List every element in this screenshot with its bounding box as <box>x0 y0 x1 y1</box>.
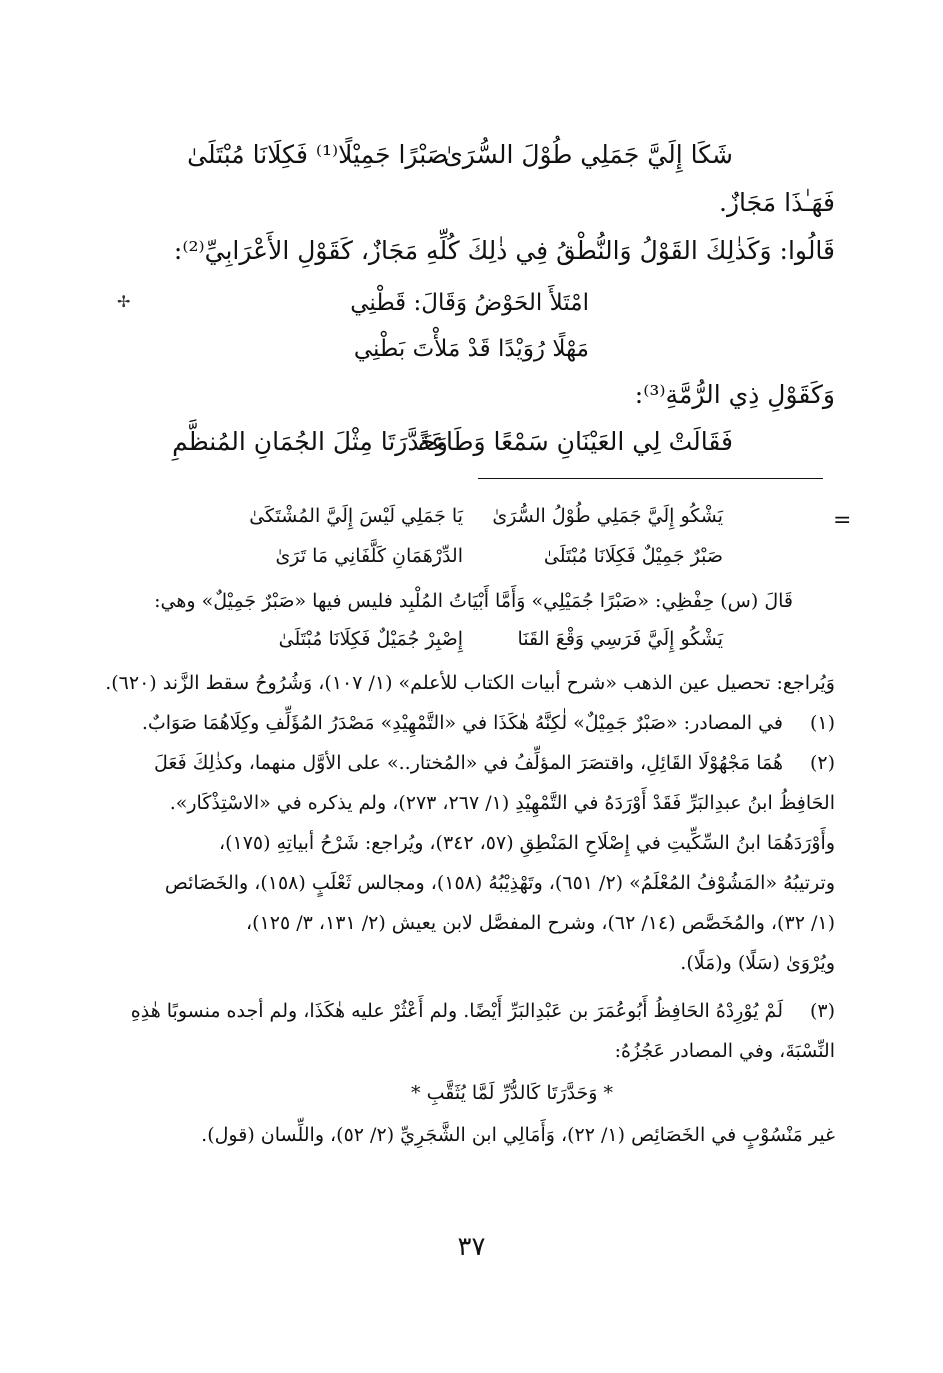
footnote-2-line: (١/ ٣٢)، والمُخَصَّص (١٤/ ٦٢)، وشرح المفصَّل لابن يعيش (٢/ ١٣١، ٣/ ١٢٥)، <box>246 912 835 934</box>
verse2-first-hemistich: فَقَالَتْ لِي العَيْنَانِ سَمْعًا وَطَاعَةً <box>417 427 733 456</box>
continuation-mark: = <box>833 508 852 533</box>
dhi-rumma-line: وَكَقَوْلِ ذِي الرُّمَّةِ⁽³⁾: <box>634 380 835 409</box>
margin-ornament: ✢ <box>117 292 131 311</box>
fn-verse1-first: يَشْكُو إِلَيَّ جَمَلِي طُوْلُ السُّرَىٰ <box>492 505 723 527</box>
footnote-2-line: وأَوْرَدَهُمَا ابنُ السِّكِّيتِ في إِصْلَاحِ المَنْطِقِ (٥٧، ٣٤٢)، ويُراجع: شَرْحُ أبياتِهِ (١٧٥)، <box>218 832 835 854</box>
footnote-3-after: غير مَنْسُوْبٍ في الخَصَائِص (١/ ٢٢)، وَأَمَالِي ابن الشَّجَرِيِّ (٢/ ٥٢)، واللِّسان (قول). <box>201 1124 835 1146</box>
majaz-line: فَهَـٰذَا مَجَازٌ. <box>719 188 835 217</box>
footnote-3-line: النِّسْبَةَ، وفي المصادر عَجُزُهُ: <box>614 1040 835 1062</box>
footnote-2-line: ويُرْوَىٰ (سَلًا) و(مَلًا). <box>680 952 835 974</box>
verse1-first-hemistich: شَكَا إِلَيَّ جَمَلِي طُوْلَ السُّرَىٰ <box>443 140 733 169</box>
footnote-2-number: (٢) <box>809 752 835 774</box>
fn-qal-line: قَالَ (س) حِفْظِي: «صَبْرًا جُمَيْلِي» وَأَمَّا أَبْيَاتُ المُلْبِد فليس فيها «صَبْرٌ جَمِيْلٌ» وهي: <box>154 590 793 612</box>
footnote-separator <box>478 478 823 479</box>
footnote-3-line: لَمْ يُوْرِدْهُ الحَافِظُ أَبُوعُمَرَ بن عَبْدِالبَرِّ أَيْضًا. ولم أَعْثُرْ عليه هٰكَذَا، ولم أجده منسوبًا هٰذِهِ <box>130 1000 783 1022</box>
footnote-1-number: (١) <box>809 712 835 734</box>
fn-verse2-second: الدِّرْهَمَانِ كَلَّفَانِي مَا تَرَىٰ <box>275 545 463 567</box>
footnote-1-line: في المصادر: «صَبْرٌ جَمِيْلٌ» لٰكِنَّهُ هٰكَذَا في «التَّمْهِيْدِ» مَصْدَرُ المُؤَلِّفِ وكِلَاهُمَا صَوَابٌ. <box>141 712 783 734</box>
verse2-second-hemistich: وَحَدَّرَتَا مِثْلَ الجُمَانِ المُنظَّمِ <box>172 427 448 456</box>
verse1-second-hemistich: صَبْرًا جَمِيْلًا⁽¹⁾ فَكِلَانَا مُبْتَلَىٰ <box>187 140 448 169</box>
fn-yuraja-line: وَيُراجع: تحصيل عين الذهب «شرح أبيات الكتاب للأعلم» (١/ ١٠٧)، وَشُرُوحُ سقط الزَّند (٦٢٠). <box>105 672 835 694</box>
footnote-2-line: هُمَا مَجْهُوْلَا القَائِلِ، واقتصَرَ المؤلِّفُ في «المُختار..» على الأوَّل منهما، وكذٰلِكَ فَعَلَ <box>154 752 783 774</box>
footnote-2-line: وترتيبُهُ «المَشُوْفُ المُعْلَمُ» (٢/ ٦٥١)، وتَهْذِيْبُهُ (١٥٨)، ومجالس ثَعْلَبٍ (١٥٨)، والخَصَائص <box>164 872 835 894</box>
fn-verse2-first: صَبْرٌ جَمِيْلٌ فَكِلَانَا مُبْتَلَىٰ <box>543 545 723 567</box>
fn-verse3-second: إِصْبِرْ جُمَيْلٌ فَكِلَانَا مُبْتَلَىٰ <box>278 628 463 650</box>
rajaz-line-1: امْتَلأَ الحَوْضُ وَقَالَ: قَطْنِي <box>350 290 589 316</box>
footnote-3-verse: * وَحَدَّرَتَا كَالدُّرِّ لَمَّا يُثَقَّبِ * <box>411 1082 613 1104</box>
footnote-2-line: الحَافِظُ ابنُ عبدِالبَرِّ فَقَدْ أَوْرَدَهُ في التَّمْهِيْدِ (١/ ٢٦٧، ٢٧٣)، ولم يذكره في «الاسْتِذْكَار». <box>169 792 835 814</box>
footnote-3-number: (٣) <box>809 1000 835 1022</box>
page-number: ٣٧ <box>457 1232 486 1262</box>
rajaz-line-2: مَهْلًا رُوَيْدًا قَدْ مَلأْتَ بَطْنِي <box>353 336 589 362</box>
qalu-line: قَالُوا: وَكَذٰلِكَ القَوْلُ وَالنُّطْقُ فِي ذٰلِكَ كُلِّهِ مَجَازٌ، كَقَوْلِ الأَعْرَابِيِّ⁽²⁾: <box>173 236 835 265</box>
fn-verse1-second: يَا جَمَلِي لَيْسَ إِلَيَّ المُشْتَكَىٰ <box>249 505 463 527</box>
fn-verse3-first: يَشْكُو إِلَيَّ فَرَسِي وَقْعَ القَنَا <box>517 628 723 650</box>
